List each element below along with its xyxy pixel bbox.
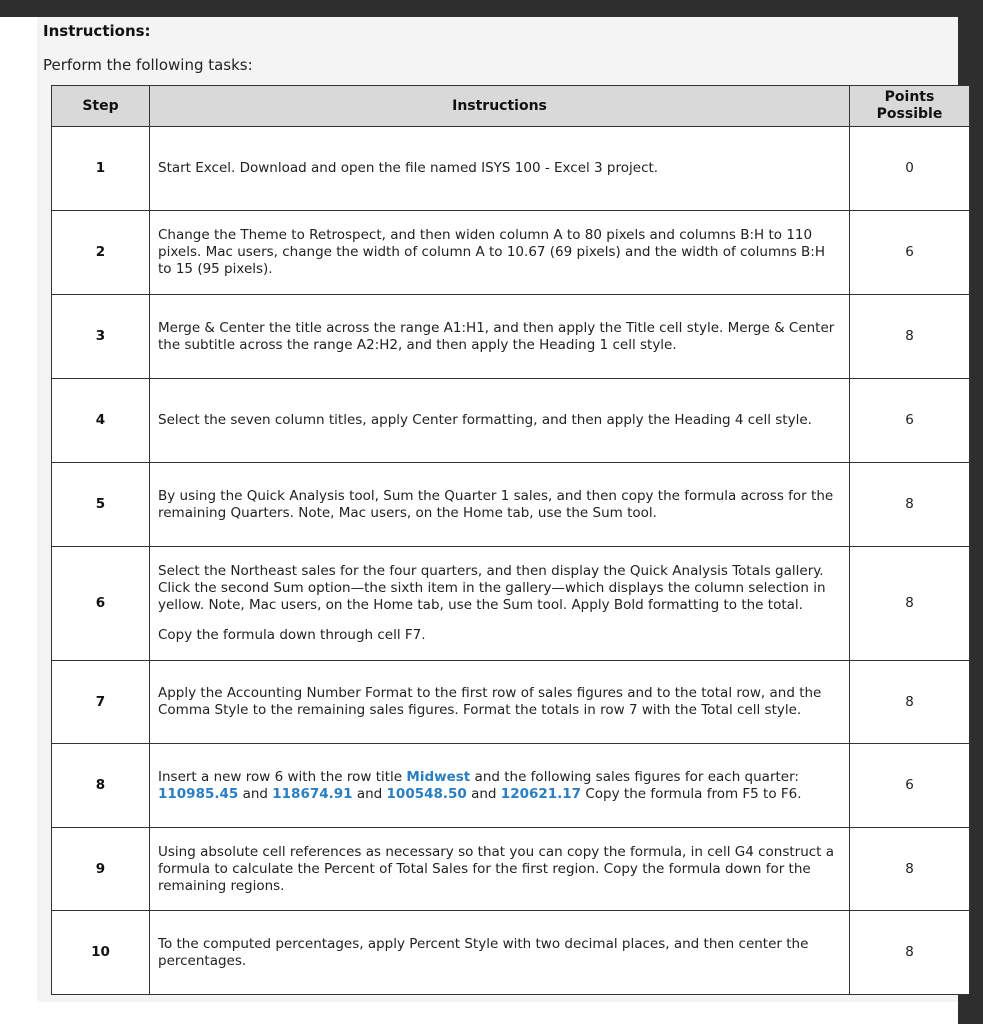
table-row [52,547,970,661]
step-number: 8 [52,744,150,828]
table-row [52,463,970,547]
column-header-step: Step [52,86,150,127]
instruction-text: Start Excel. Download and open the file named ISYS 100 - Excel 3 project. [158,160,659,176]
column-header-points-line1: Points [884,89,935,105]
table-header-row [52,86,970,127]
instruction-text: By using the Quick Analysis tool, Sum the Quarter 1 sales, and then copy the formula across for the remaining Quarters. Note, Mac users, on the Home tab, use the Sum tool. [158,487,834,521]
instruction-text: and [238,785,273,802]
table-row [52,127,970,211]
instruction-text: Merge & Center the title across the range A1:H1, and then apply the Title cell style. Merge & Center the subtitle across the range A2:H2, and then apply the Heading 1 cell style. [158,319,835,353]
instruction-text: Select the Northeast sales for the four quarters, and then display the Quick Analysis Totals gallery. Click the second Sum option—the sixth item in the gallery—which displays the column selection in yellow. Note, Mac users, on the Home tab, use the Sum tool. Apply Bold formatting to the total. [158,563,826,613]
instruction-text: Change the Theme to Retrospect, and then widen column A to 80 pixels and columns B:H to 110 pixels. Mac users, change the width of column A to 10.67 (69 pixels) and the width of columns B:H to 15 (95 pixels). [158,227,825,277]
highlighted-value: 110985.45 [158,785,239,802]
step-instruction [150,911,850,995]
step-number: 7 [52,661,150,744]
instruction-text: Insert a new row 6 with the row title [158,768,407,785]
instruction-text: To the computed percentages, apply Percent Style with two decimal places, and then center the percentages. [158,935,809,969]
instructions-heading: Instructions: [43,22,151,40]
step-instruction [150,828,850,911]
instructions-subheading: Perform the following tasks: [43,56,253,74]
instruction-text: and [352,785,387,802]
points-possible: 8 [850,661,970,744]
instruction-text: Apply the Accounting Number Format to the first row of sales figures and to the total row, and the Comma Style to the remaining sales figures. Format the totals in row 7 with the Total cell style. [158,685,822,718]
points-possible: 8 [850,828,970,911]
column-header-points-line2: Possible [876,106,943,122]
step-instruction [150,547,850,661]
table-row [52,661,970,744]
step-instruction [150,127,850,211]
points-possible: 6 [850,211,970,295]
step-number: 9 [52,828,150,911]
points-possible: 6 [850,379,970,463]
table-row [52,744,970,828]
points-possible: 6 [850,744,970,828]
step-number: 6 [52,547,150,661]
step-instruction [150,463,850,547]
highlighted-value: 100548.50 [386,785,467,802]
points-possible: 8 [850,547,970,661]
points-possible: 8 [850,463,970,547]
step-number: 1 [52,127,150,211]
instruction-text-followup: Copy the formula down through cell F7. [158,627,426,643]
column-header-points [850,86,970,127]
step-number: 5 [52,463,150,547]
instruction-text: and [466,785,501,802]
table-row [52,828,970,911]
step-number: 2 [52,211,150,295]
points-possible: 8 [850,911,970,995]
points-possible: 0 [850,127,970,211]
instruction-text: and the following sales figures for each quarter: [470,768,799,785]
instruction-text: Using absolute cell references as necessary so that you can copy the formula, in cell G4 construct a formula to calculate the Percent of Total Sales for the first region. Copy the formula down for the remaining regions. [158,843,835,894]
table-row [52,211,970,295]
step-instruction [150,295,850,379]
column-header-instructions: Instructions [150,86,850,127]
highlighted-value: 118674.91 [272,785,353,802]
highlighted-value: Midwest [406,768,471,785]
instruction-text: Select the seven column titles, apply Center formatting, and then apply the Heading 4 cell style. [158,412,812,428]
table-row [52,911,970,995]
instruction-text: Copy the formula from F5 to F6. [581,785,802,802]
step-number: 10 [52,911,150,995]
step-instruction [150,744,850,828]
step-number: 3 [52,295,150,379]
table-row [52,379,970,463]
step-instruction [150,211,850,295]
instructions-table [51,85,970,995]
points-possible: 8 [850,295,970,379]
step-instruction [150,379,850,463]
table-row [52,295,970,379]
highlighted-value: 120621.17 [500,785,582,802]
step-number: 4 [52,379,150,463]
top-bar [0,0,983,17]
step-instruction [150,661,850,744]
